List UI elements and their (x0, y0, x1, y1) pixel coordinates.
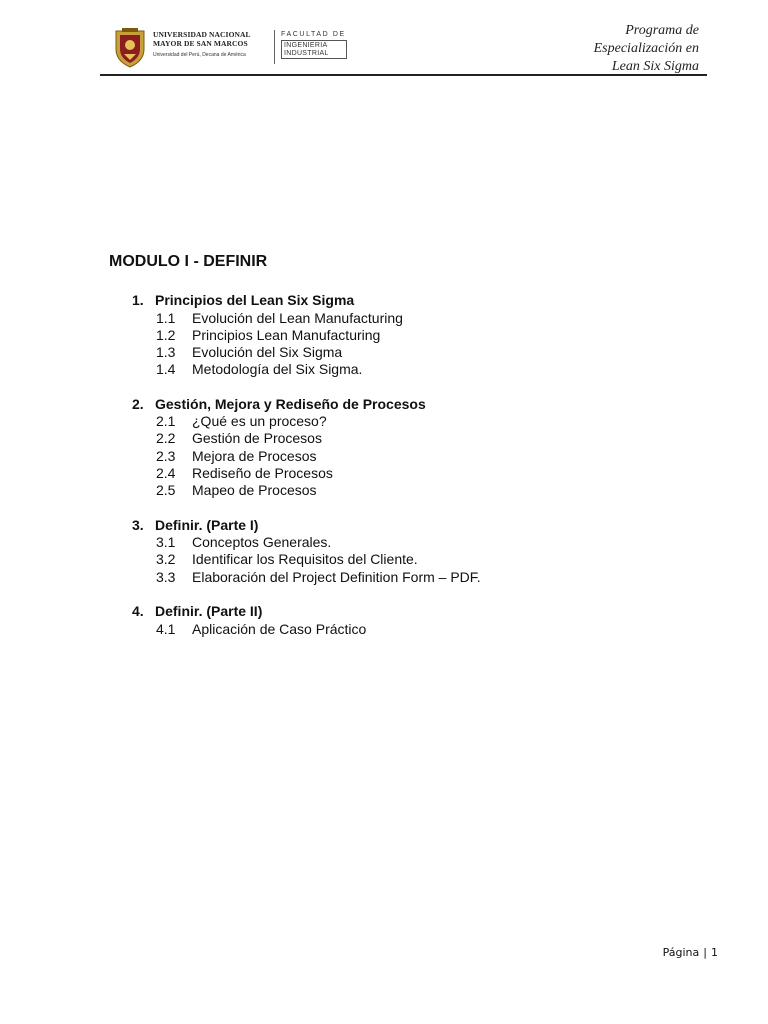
section-number: 4. (132, 603, 144, 620)
faculty-label: FACULTAD DE (281, 31, 346, 38)
section-1 (132, 292, 632, 379)
item-text: Principios Lean Manufacturing (192, 326, 381, 343)
section-4 (132, 603, 632, 638)
list-item (132, 482, 632, 499)
item-text: Mapeo de Procesos (192, 482, 317, 499)
item-text: Metodología del Six Sigma. (192, 361, 363, 378)
item-text: Conceptos Generales. (192, 534, 332, 551)
item-number: 3.1 (156, 534, 176, 551)
list-item (132, 344, 632, 361)
program-title-line2: Especialización en (593, 41, 699, 56)
item-number: 1.1 (156, 309, 176, 326)
item-text: Rediseño de Procesos (192, 465, 333, 482)
program-title-line3: Lean Six Sigma (611, 59, 699, 74)
list-item (132, 413, 632, 430)
item-number: 2.5 (156, 482, 176, 499)
item-number: 2.1 (156, 413, 176, 430)
item-text: Mejora de Procesos (192, 447, 317, 464)
university-name (153, 30, 268, 58)
section-title: Gestión, Mejora y Rediseño de Procesos (155, 395, 426, 412)
page-header (100, 18, 707, 76)
section-heading (132, 517, 632, 535)
page-footer (663, 946, 718, 959)
section-heading (132, 603, 632, 621)
item-number: 2.3 (156, 447, 176, 464)
item-number: 3.2 (156, 551, 176, 568)
list-item (132, 534, 632, 551)
page-separator: | (703, 946, 707, 959)
list-item (132, 551, 632, 568)
list-item (132, 361, 632, 378)
faculty-name-line2: INDUSTRIAL (284, 49, 329, 57)
item-number: 1.4 (156, 361, 176, 378)
item-text: Evolución del Lean Manufacturing (192, 309, 403, 326)
section-number: 3. (132, 516, 144, 533)
university-crest-icon (110, 27, 150, 69)
item-text: Elaboración del Project Definition Form – PDF. (192, 568, 481, 585)
section-number: 2. (132, 395, 144, 412)
item-text: Aplicación de Caso Práctico (192, 620, 367, 637)
item-text: Gestión de Procesos (192, 430, 322, 447)
item-text: ¿Qué es un proceso? (192, 413, 327, 430)
item-number: 3.3 (156, 568, 176, 585)
item-text: Identificar los Requisitos del Cliente. (192, 551, 418, 568)
syllabus-sections (132, 292, 632, 655)
program-title-line1: Programa de (625, 23, 699, 38)
faculty-logo (281, 31, 351, 59)
item-number: 4.1 (156, 620, 176, 637)
section-2 (132, 396, 632, 500)
item-number: 2.4 (156, 465, 176, 482)
program-title (594, 22, 699, 76)
faculty-name-line1: INGENIERIA (284, 42, 328, 49)
list-item (132, 569, 632, 586)
list-item (132, 465, 632, 482)
module-title: MODULO I - DEFINIR (109, 253, 268, 270)
section-heading (132, 292, 632, 310)
item-number: 2.2 (156, 430, 176, 447)
page-label: Página (662, 946, 700, 959)
item-number: 1.3 (156, 344, 176, 361)
list-item (132, 327, 632, 344)
section-title: Principios del Lean Six Sigma (155, 292, 355, 308)
item-text: Evolución del Six Sigma (192, 344, 343, 361)
section-3 (132, 517, 632, 586)
list-item (132, 310, 632, 327)
list-item (132, 430, 632, 447)
logo-divider (274, 30, 275, 64)
section-number: 1. (132, 292, 144, 308)
section-title: Definir. (Parte II) (155, 603, 263, 620)
section-heading (132, 396, 632, 414)
section-title: Definir. (Parte I) (155, 516, 259, 533)
list-item (132, 448, 632, 465)
university-name-line1: UNIVERSIDAD NACIONAL (153, 30, 251, 39)
university-name-line2: MAYOR DE SAN MARCOS (153, 39, 248, 48)
item-number: 1.2 (156, 326, 176, 343)
institution-logo (110, 27, 350, 67)
university-tagline: Universidad del Perú, Decana de América (153, 52, 246, 58)
faculty-name-box (281, 40, 347, 59)
page-number: 1 (711, 946, 718, 959)
list-item (132, 621, 632, 638)
